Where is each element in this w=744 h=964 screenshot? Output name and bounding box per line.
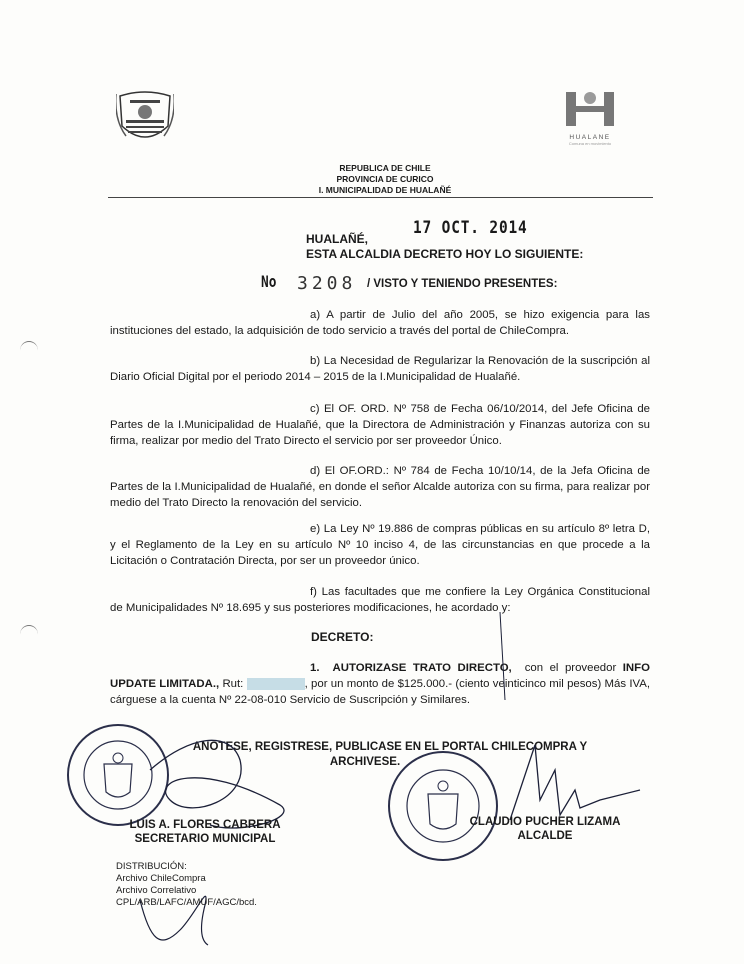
visto-heading: / VISTO Y TENIENDO PRESENTES: xyxy=(367,278,558,290)
logo-wordmark: HUALANE xyxy=(569,134,611,141)
secretary-title: SECRETARIO MUNICIPAL xyxy=(134,833,276,845)
punch-hole-mark xyxy=(20,625,38,644)
mayor-name: CLAUDIO PUCHER LIZAMA xyxy=(469,816,621,828)
paragraph-e: e) La Ley Nº 19.886 de compras públicas en su artículo 8º letra D, y el Reglamento de la Ley en su artículo Nº 10 inciso 4, de las circunstancias en que procede a la Licitación o Contratación Directa, por ser un proveedor único. xyxy=(110,523,650,567)
item-text-1: con el proveedor xyxy=(524,662,617,674)
mayor-signature-block xyxy=(455,815,635,843)
secretary-name: LUIS A. FLORES CABRERA xyxy=(129,819,281,831)
provider-name: INFO UPDATE LIMITADA., xyxy=(110,662,650,690)
distribution-list xyxy=(116,861,257,909)
item-title: AUTORIZASE TRATO DIRECTO, xyxy=(332,662,512,674)
logo-tagline: Comuna en movimiento xyxy=(568,141,612,146)
distribution-title: DISTRIBUCIÓN: xyxy=(116,861,187,872)
secretary-seal-stamp xyxy=(68,725,168,825)
approval-line xyxy=(500,612,505,700)
paragraph-c: c) El OF. ORD. Nº 758 de Fecha 06/10/2014, del Jefe Oficina de Partes de la I.Municipalidad de Hualañé, que la Directora de Administración y Finanzas autoriza con su firma, realizar por medio del Trato Directo el servicio por ser proveedor Único. xyxy=(110,403,650,447)
secretary-signature xyxy=(150,740,284,828)
paragraph-f: f) Las facultades que me confiere la Ley Orgánica Constitucional de Municipalidades Nº 18.695 y sus posteriores modificaciones, he acordado y: xyxy=(110,586,650,614)
paragraph-d: d) El OF.ORD.: Nº 784 de Fecha 10/10/14, de la Jefa Oficina de Partes de la I.Municipalidad de Hualañé, en donde el señor Alcalde autoriza con su firma, para realizar por medio del Trato Directo la renovación del servicio. xyxy=(110,465,650,509)
decree-intro: ESTA ALCALDIA DECRETO HOY LO SIGUIENTE: xyxy=(306,247,584,261)
place-label: HUALAÑÉ, xyxy=(306,232,368,246)
secretary-signature-block xyxy=(115,818,295,846)
closing-line-1: ANOTESE, REGISTRESE, PUBLICASE EN EL PORTAL CHILECOMPRA Y xyxy=(192,741,588,753)
mayor-signature xyxy=(510,745,640,820)
distribution-line: Archivo ChileCompra xyxy=(116,873,206,884)
date-stamp: 17 OCT. 2014 xyxy=(413,218,528,238)
decreto-heading: DECRETO: xyxy=(311,630,374,644)
mayor-seal-stamp xyxy=(389,752,497,860)
item-number: 1. xyxy=(310,662,320,674)
header-municipality: I. MUNICIPALIDAD DE HUALAÑÉ xyxy=(318,185,452,195)
paragraph-a: a) A partir de Julio del año 2005, se hizo exigencia para las instituciones del estado, la adquisición de todo servicio a través del portal de ChileCompra. xyxy=(110,309,650,337)
rut-label: Rut: xyxy=(222,678,244,690)
punch-hole-mark xyxy=(20,341,38,360)
paragraph-b: b) La Necesidad de Regularizar la Renovación de la suscripción al Diario Oficial Digital por el periodo 2014 – 2015 de la I.Municipalidad de Hualañé. xyxy=(110,355,650,383)
item-text-2: , por un monto de $125.000.- (ciento veinticinco mil pesos) Más IVA, cárguese a la cuenta Nº 22-08-010 Servicio de Suscripción y Similares. xyxy=(110,678,650,706)
header-province: PROVINCIA DE CURICO xyxy=(336,174,434,184)
distribution-line: CPL/ARB/LAFC/AMUF/AGC/bcd. xyxy=(116,897,257,908)
decree-number-label: No xyxy=(261,272,277,291)
distribution-line: Archivo Correlativo xyxy=(116,885,197,896)
closing-line-2: ARCHIVESE. xyxy=(329,756,401,768)
decree-number: 3208 xyxy=(297,273,357,294)
header-country: REPUBLICA DE CHILE xyxy=(339,163,431,173)
mayor-title: ALCALDE xyxy=(517,830,573,842)
